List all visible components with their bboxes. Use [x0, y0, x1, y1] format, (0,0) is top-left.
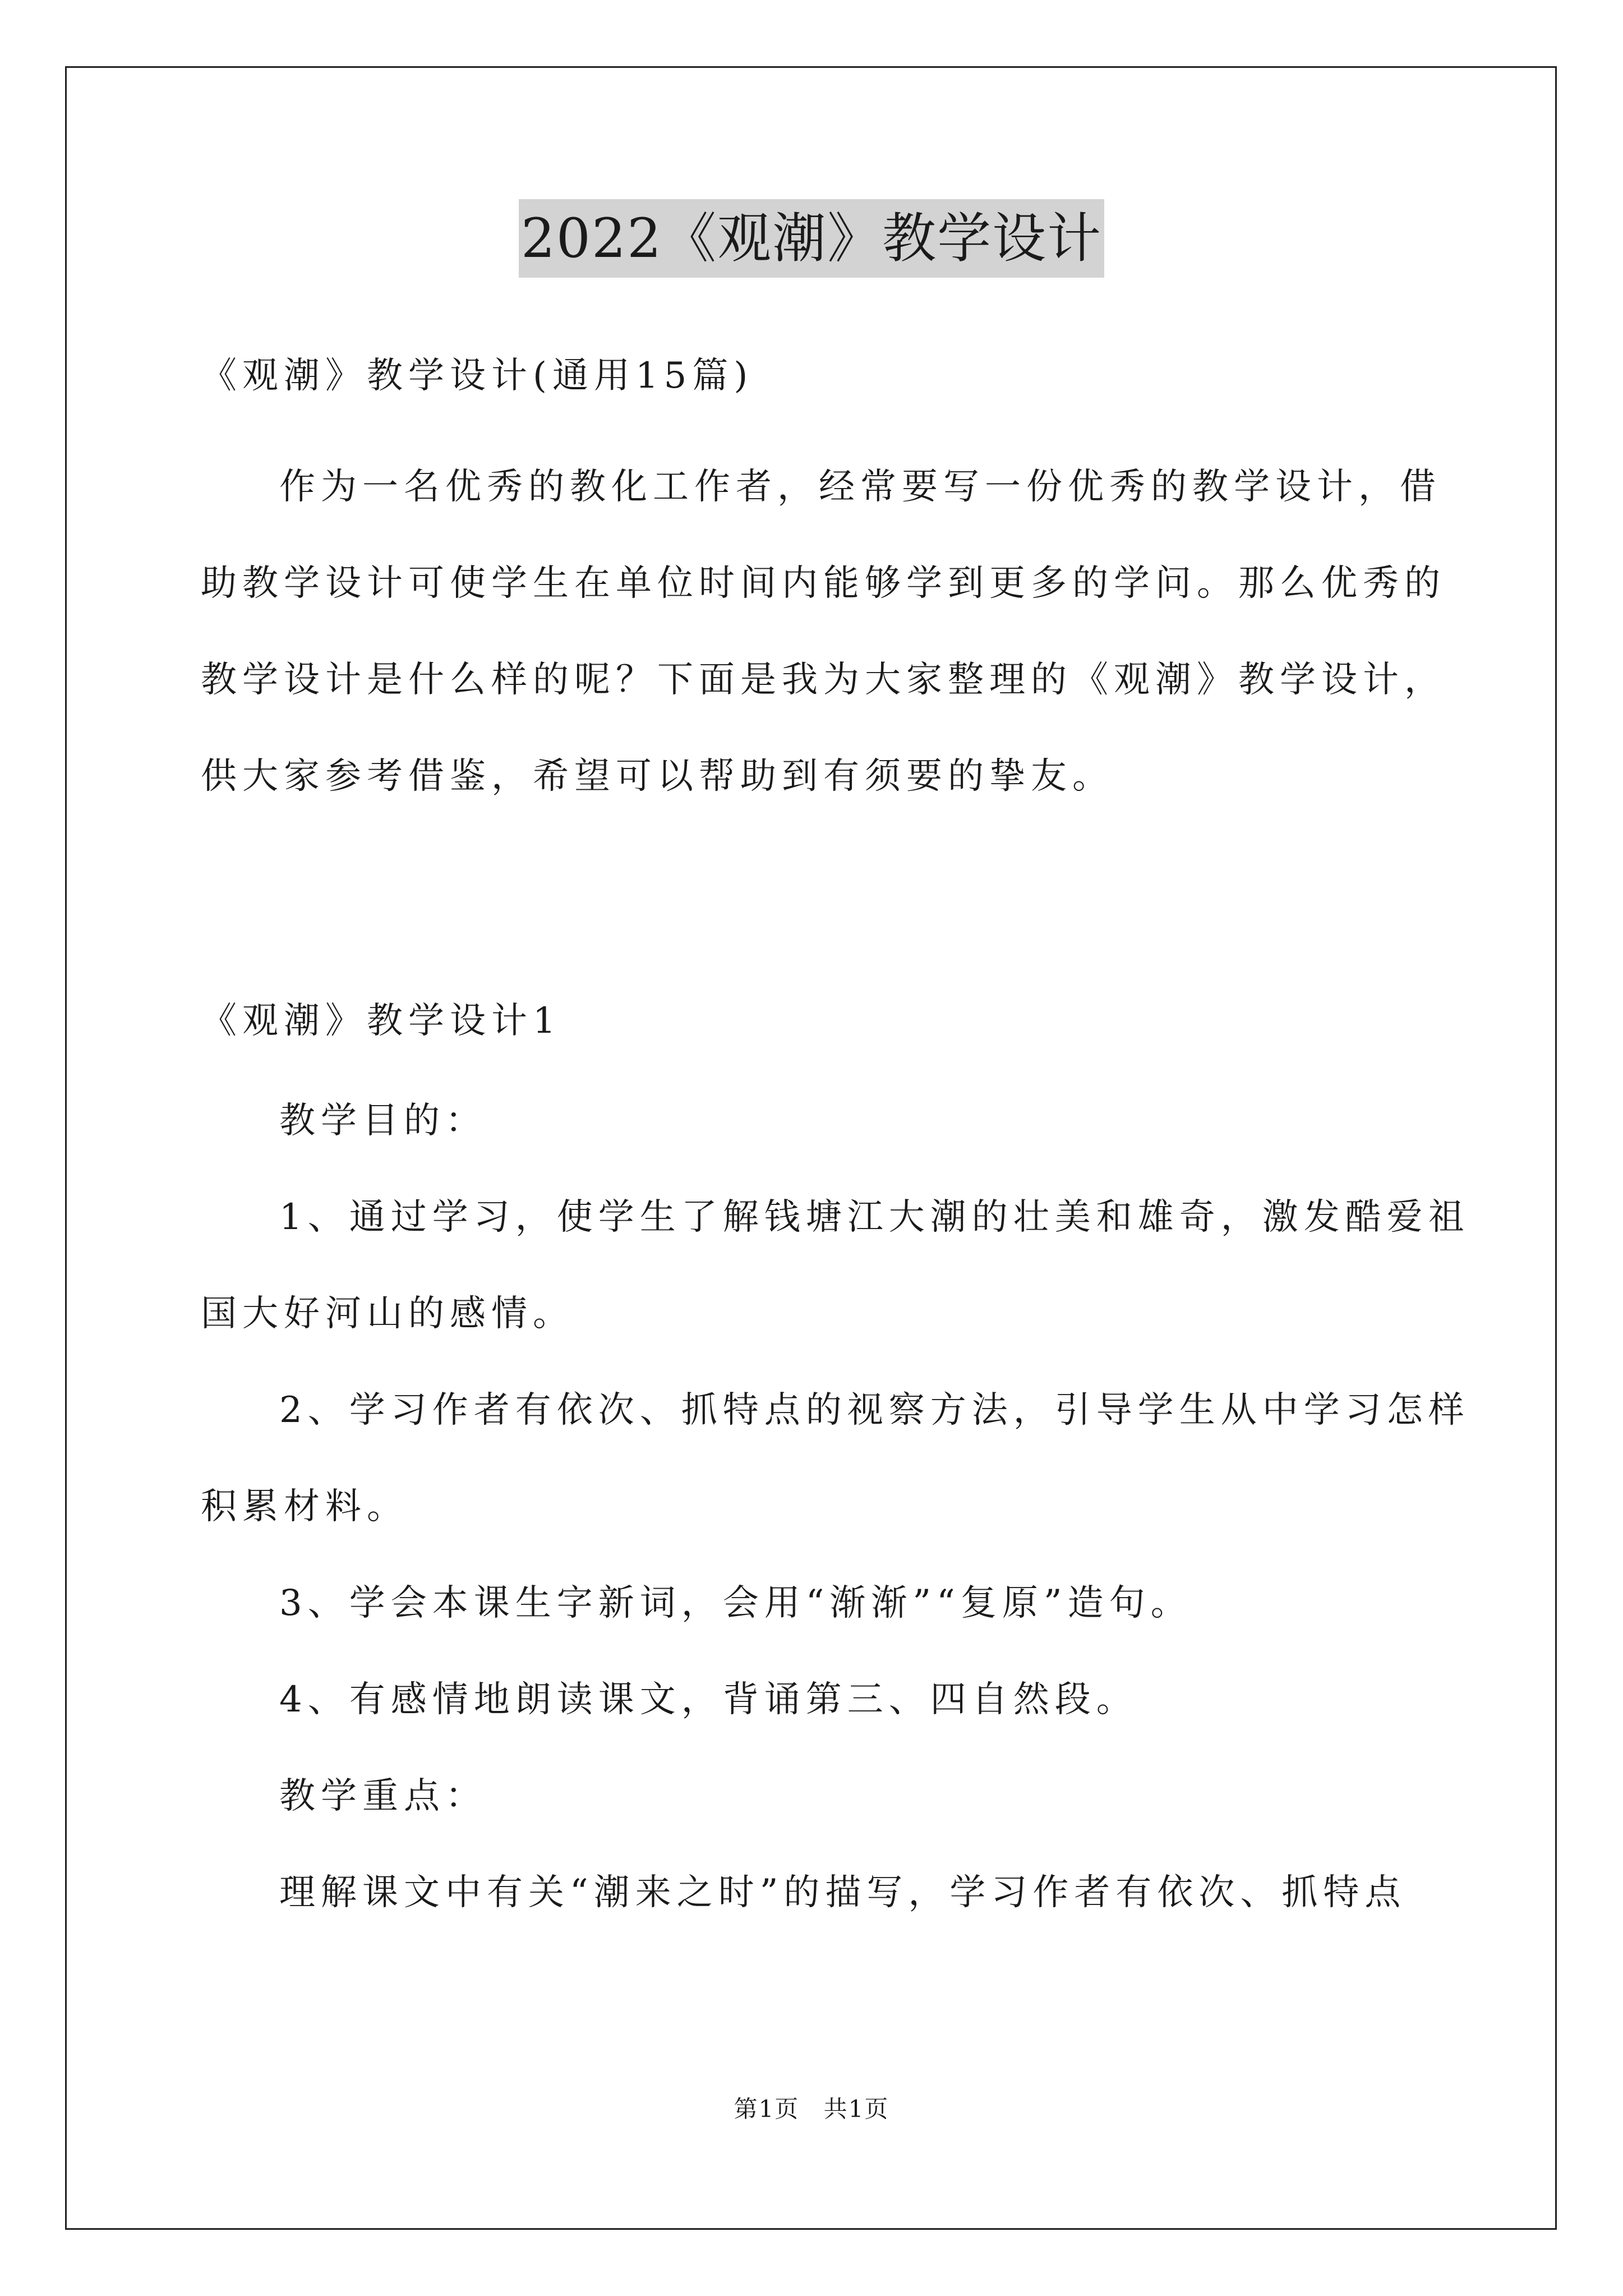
goal-2-line-1: 2、学习作者有依次、抓特点的视察方法，引导学生从中学习怎样	[279, 1389, 1470, 1431]
page-total: 共1页	[823, 2095, 889, 2123]
goal-1-line-1: 1、通过学习，使学生了解钱塘江大潮的壮美和雄奇，激发酷爱祖	[279, 1197, 1470, 1238]
goal-2-line-2: 积累材料。	[201, 1486, 408, 1527]
page-footer	[0, 2092, 1623, 2126]
goals-heading: 教学目的：	[279, 1100, 487, 1142]
section-heading: 《观潮》教学设计1	[201, 1000, 561, 1042]
intro-line-2: 助教学设计可使学生在单位时间内能够学到更多的学问。那么优秀的	[201, 563, 1446, 604]
focus-line: 理解课文中有关“潮来之时”的描写，学习作者有依次、抓特点	[279, 1872, 1407, 1913]
intro-line-1: 作为一名优秀的教化工作者，经常要写一份优秀的教学设计，借	[279, 466, 1441, 508]
intro-line-4: 供大家参考借鉴，希望可以帮助到有须要的挚友。	[201, 756, 1114, 797]
document-title: 2022《观潮》教学设计	[519, 199, 1104, 278]
page-number: 第1页	[734, 2095, 800, 2123]
intro-line-3: 教学设计是什么样的呢？下面是我为大家整理的《观潮》教学设计，	[201, 659, 1446, 701]
goal-1-line-2: 国大好河山的感情。	[201, 1293, 574, 1335]
document-subtitle: 《观潮》教学设计(通用15篇)	[201, 355, 754, 397]
goal-3: 3、学会本课生字新词，会用“渐渐”“复原”造句。	[279, 1582, 1192, 1624]
goal-4: 4、有感情地朗读课文，背诵第三、四自然段。	[279, 1679, 1138, 1720]
focus-heading: 教学重点：	[279, 1775, 487, 1817]
title-container	[0, 199, 1623, 278]
